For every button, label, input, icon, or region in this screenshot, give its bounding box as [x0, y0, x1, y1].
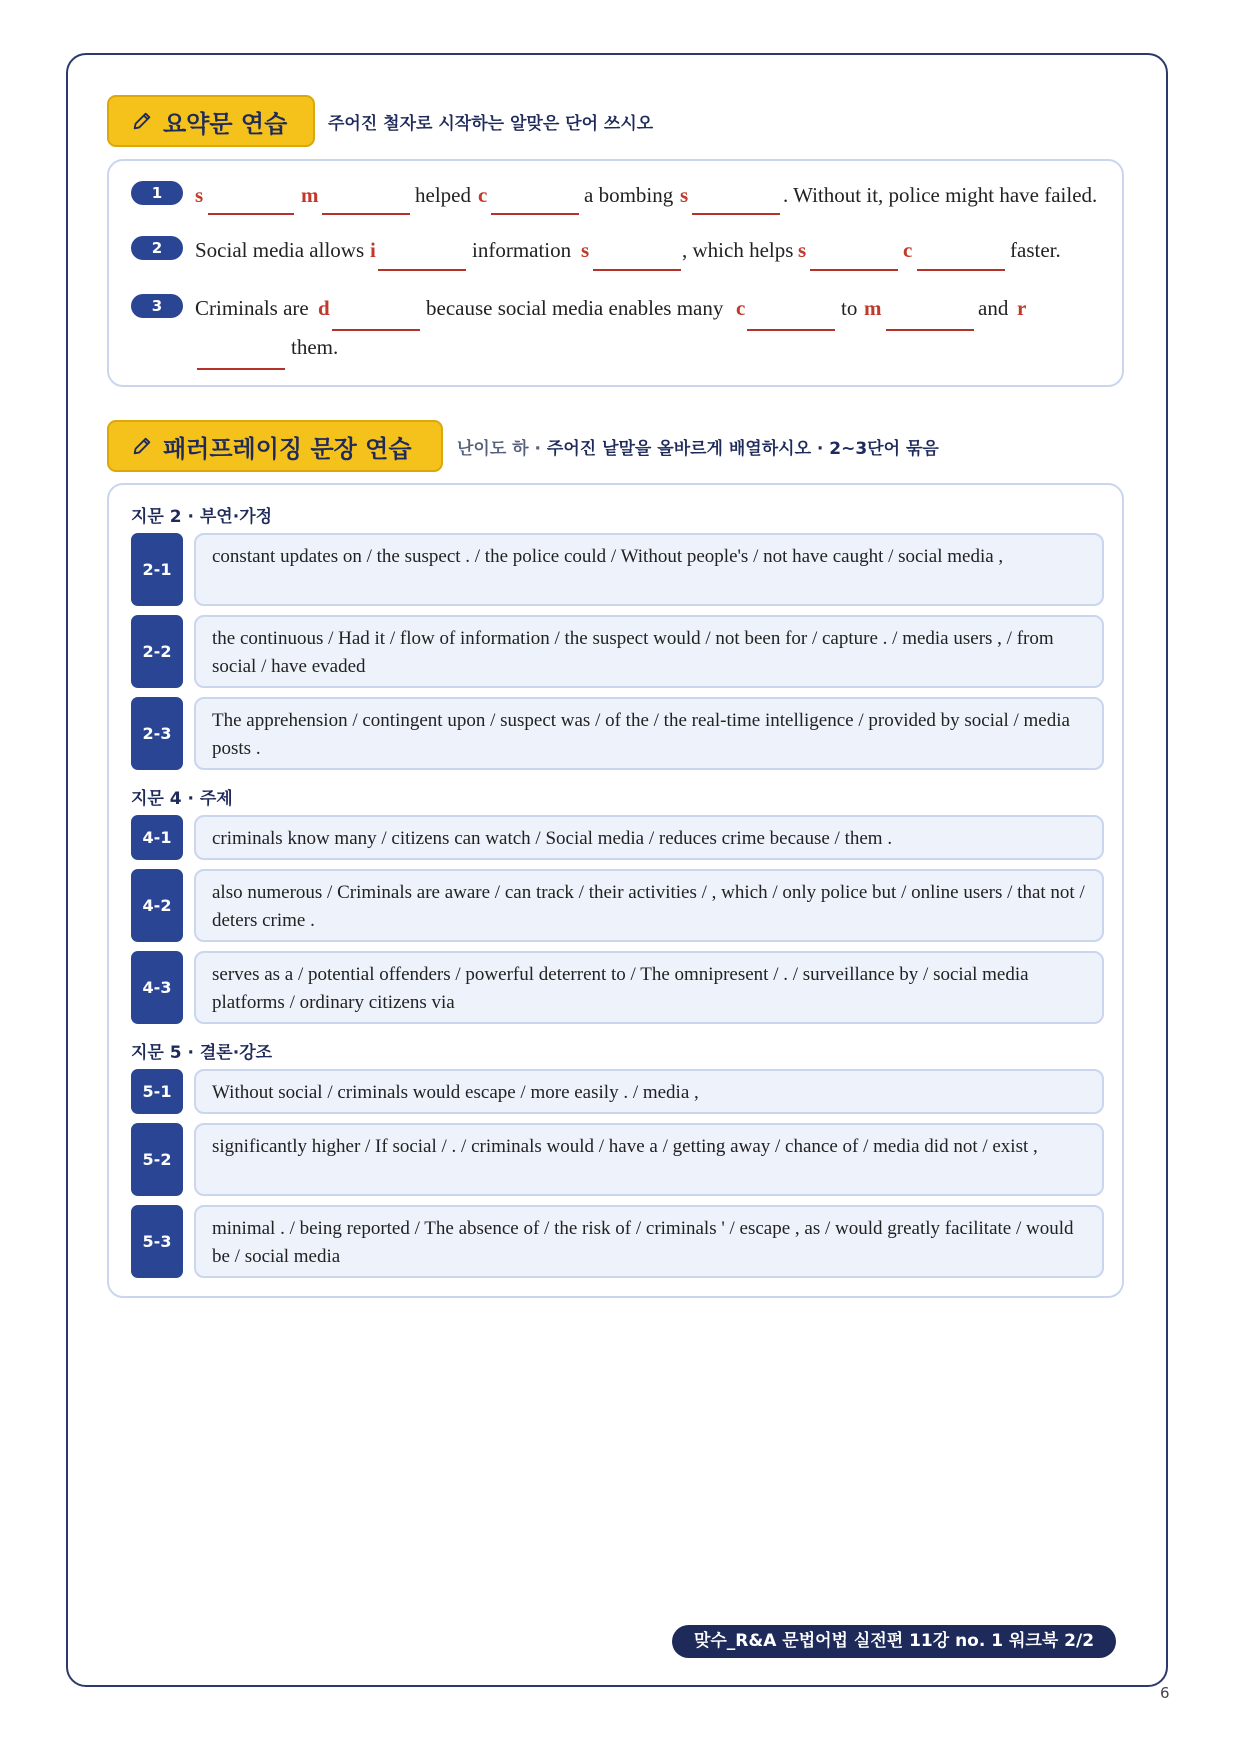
question-number: 5-1 — [131, 1069, 183, 1114]
answer-blank[interactable] — [886, 329, 974, 331]
answer-letter: d — [318, 296, 330, 320]
word-chunk-box: constant updates on / the suspect . / the police could / Without people's / not have caught / social media , — [194, 533, 1104, 606]
question-number: 4-1 — [131, 815, 183, 860]
question-number: 4-2 — [131, 869, 183, 942]
question-number: 2-3 — [131, 697, 183, 770]
word-chunk-box: serves as a / potential offenders / powerful deterrent to / The omnipresent / . / surveillance by / social media platforms / ordinary citizens via — [194, 951, 1104, 1024]
answer-blank[interactable] — [332, 329, 420, 331]
summary-section-tag — [107, 95, 315, 147]
difficulty-label: 난이도 하 · — [457, 439, 541, 459]
paraphrase-tag-label: 패러프레이징 문장 연습 — [163, 434, 412, 463]
answer-blank[interactable] — [692, 213, 780, 215]
summary-sentence-1 — [0, 183, 1240, 223]
question-number: 2-1 — [131, 533, 183, 606]
sentence-text: because social media enables many — [426, 296, 724, 320]
word-chunk-box: minimal . / being reported / The absence of / the risk of / criminals ' / escape , as / would greatly facilitate / would be / social media — [194, 1205, 1104, 1278]
answer-blank[interactable] — [810, 269, 898, 271]
sentence-text: and — [978, 296, 1009, 320]
word-chunk-box: The apprehension / contingent upon / suspect was / of the / the real-time intelligence / provided by social / media posts . — [194, 697, 1104, 770]
word-chunk-box: Without social / criminals would escape / more easily . / media , — [194, 1069, 1104, 1114]
word-chunk-box: also numerous / Criminals are aware / can track / their activities / , which / only police but / online users / that not / deters crime . — [194, 869, 1104, 942]
question-number: 4-3 — [131, 951, 183, 1024]
summary-item-number: 2 — [131, 236, 183, 260]
sentence-text: helped — [415, 183, 471, 207]
sentence-text: Social media allows — [195, 238, 365, 262]
sentence-text: . Without it, police might have failed. — [783, 183, 1098, 207]
sentence-text: to — [841, 296, 858, 320]
answer-blank[interactable] — [208, 213, 294, 215]
answer-blank[interactable] — [747, 329, 835, 331]
summary-item-number: 1 — [131, 181, 183, 205]
question-number: 5-3 — [131, 1205, 183, 1278]
answer-blank[interactable] — [593, 269, 681, 271]
question-number: 2-2 — [131, 615, 183, 688]
sentence-text: Criminals are — [195, 296, 309, 320]
passage-group-title: 지문 4 · 주제 — [131, 789, 233, 809]
answer-blank[interactable] — [917, 269, 1005, 271]
summary-sentence-3 — [0, 296, 1240, 376]
pencil-icon — [131, 435, 153, 457]
answer-letter: s — [581, 238, 590, 262]
summary-sentence-2 — [0, 238, 1240, 278]
sentence-text: a bombing — [584, 183, 674, 207]
answer-blank[interactable] — [197, 368, 285, 370]
answer-letter: c — [478, 183, 488, 207]
passage-group-title: 지문 5 · 결론·강조 — [131, 1043, 273, 1063]
answer-letter: m — [301, 183, 319, 207]
summary-tag-label: 요약문 연습 — [163, 109, 288, 138]
paraphrase-instruction: 난이도 하 · 주어진 낱말을 올바르게 배열하시오 · 2~3단어 묶음 — [457, 439, 939, 459]
answer-letter: s — [798, 238, 807, 262]
word-chunk-box: the continuous / Had it / flow of information / the suspect would / not been for / capture . / media users , / from social / have evaded — [194, 615, 1104, 688]
summary-item-number: 3 — [131, 294, 183, 318]
page-number: 6 — [1160, 1684, 1170, 1702]
answer-letter: m — [864, 296, 882, 320]
sentence-text: them. — [291, 335, 339, 359]
sentence-text: faster. — [1010, 238, 1061, 262]
passage-group-title: 지문 2 · 부연·가정 — [131, 507, 273, 527]
answer-blank[interactable] — [491, 213, 579, 215]
answer-letter: c — [903, 238, 913, 262]
answer-blank[interactable] — [322, 213, 410, 215]
answer-letter: s — [680, 183, 689, 207]
question-number: 5-2 — [131, 1123, 183, 1196]
paraphrase-section-tag — [107, 420, 443, 472]
summary-instruction: 주어진 철자로 시작하는 알맞은 단어 쓰시오 — [328, 114, 654, 134]
pencil-icon — [131, 110, 153, 132]
word-chunk-box: significantly higher / If social / . / criminals would / have a / getting away / chance of / media did not / exist , — [194, 1123, 1104, 1196]
answer-letter: c — [736, 296, 746, 320]
sentence-text: , which helps — [682, 238, 794, 262]
sentence-text: information — [472, 238, 572, 262]
answer-letter: r — [1017, 296, 1027, 320]
answer-blank[interactable] — [378, 269, 466, 271]
word-chunk-box: criminals know many / citizens can watch / Social media / reduces crime because / them . — [194, 815, 1104, 860]
answer-letter: i — [370, 238, 376, 262]
workbook-footer-label: 맞수_R&A 문법어법 실전편 11강 no. 1 워크북 2/2 — [672, 1625, 1116, 1658]
answer-letter: s — [195, 183, 204, 207]
